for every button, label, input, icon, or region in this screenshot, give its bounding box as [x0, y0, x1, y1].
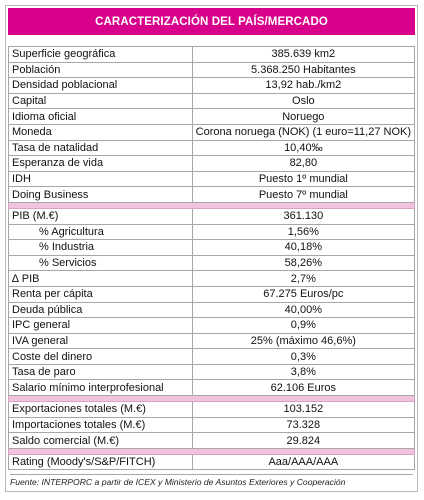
table-row: [9, 47, 415, 63]
row-value: 103.152: [192, 402, 414, 418]
table-row: [9, 433, 415, 449]
table-row: [9, 156, 415, 172]
table-row: [9, 124, 415, 140]
row-value: 58,26%: [192, 255, 414, 271]
row-label: Población: [9, 62, 193, 78]
table-row: [9, 140, 415, 156]
country-profile-card: [5, 5, 418, 492]
row-label: Moneda: [9, 124, 193, 140]
row-value: Noruego: [192, 109, 414, 125]
table-row: [9, 318, 415, 334]
row-label: Rating (Moody's/S&P/FITCH): [9, 454, 193, 470]
table-row: [9, 208, 415, 224]
row-value: Aaa/AAA/AAA: [192, 454, 414, 470]
table-row: [9, 109, 415, 125]
row-value: 62.106 Euros: [192, 380, 414, 396]
row-value: 40,00%: [192, 302, 414, 318]
row-label: Tasa de paro: [9, 364, 193, 380]
row-label: % Industria: [9, 240, 193, 256]
row-value: 82,80: [192, 156, 414, 172]
table-row: [9, 271, 415, 287]
row-value: Oslo: [192, 93, 414, 109]
row-value: Puesto 1º mundial: [192, 171, 414, 187]
row-value: 0,3%: [192, 349, 414, 365]
source-note: Fuente: INTERPORC a partir de ICEX y Ministerio de Asuntos Exteriores y Cooperación: [10, 474, 413, 488]
row-label: % Agricultura: [9, 224, 193, 240]
row-value: 385.639 km2: [192, 47, 414, 63]
table-row: [9, 240, 415, 256]
row-label: Importaciones totales (M.€): [9, 417, 193, 433]
table-row: [9, 286, 415, 302]
row-value: 13,92 hab./km2: [192, 78, 414, 94]
row-value: 40,18%: [192, 240, 414, 256]
row-label: Coste del dinero: [9, 349, 193, 365]
row-label: Idioma oficial: [9, 109, 193, 125]
row-label: Saldo comercial (M.€): [9, 433, 193, 449]
row-label: ∆ PIB: [9, 271, 193, 287]
row-label: IPC general: [9, 318, 193, 334]
row-value: 5.368.250 Habitantes: [192, 62, 414, 78]
row-value: 1,56%: [192, 224, 414, 240]
row-value: 2,7%: [192, 271, 414, 287]
row-label: Densidad poblacional: [9, 78, 193, 94]
table-row: [9, 187, 415, 203]
table-row: [9, 255, 415, 271]
row-label: IDH: [9, 171, 193, 187]
row-value: 10,40‰: [192, 140, 414, 156]
table-row: [9, 224, 415, 240]
table-title: CARACTERIZACIÓN DEL PAÍS/MERCADO: [8, 8, 415, 35]
table-row: [9, 349, 415, 365]
row-value: 29.824: [192, 433, 414, 449]
row-label: Salario mínimo interprofesional: [9, 380, 193, 396]
row-value: 3,8%: [192, 364, 414, 380]
table-row: [9, 380, 415, 396]
table-row: [9, 417, 415, 433]
row-label: Doing Business: [9, 187, 193, 203]
row-value: 361.130: [192, 208, 414, 224]
country-data-table: [8, 46, 415, 470]
table-row: [9, 333, 415, 349]
row-value: 0,9%: [192, 318, 414, 334]
table-row: [9, 62, 415, 78]
row-value: 25% (máximo 46,6%): [192, 333, 414, 349]
table-row: [9, 364, 415, 380]
row-value: Corona noruega (NOK) (1 euro=11,27 NOK): [192, 124, 414, 140]
row-value: 67.275 Euros/pc: [192, 286, 414, 302]
row-label: Tasa de natalidad: [9, 140, 193, 156]
row-value: Puesto 7º mundial: [192, 187, 414, 203]
row-label: % Servicios: [9, 255, 193, 271]
table-row: [9, 302, 415, 318]
row-label: Capital: [9, 93, 193, 109]
table-row: [9, 78, 415, 94]
row-label: PIB (M.€): [9, 208, 193, 224]
row-label: Renta per cápita: [9, 286, 193, 302]
table-row: [9, 402, 415, 418]
row-label: IVA general: [9, 333, 193, 349]
table-row: [9, 93, 415, 109]
row-label: Esperanza de vida: [9, 156, 193, 172]
row-value: 73.328: [192, 417, 414, 433]
row-label: Exportaciones totales (M.€): [9, 402, 193, 418]
table-row: [9, 171, 415, 187]
row-label: Deuda pública: [9, 302, 193, 318]
row-label: Superficie geográfica: [9, 47, 193, 63]
table-row: [9, 454, 415, 470]
